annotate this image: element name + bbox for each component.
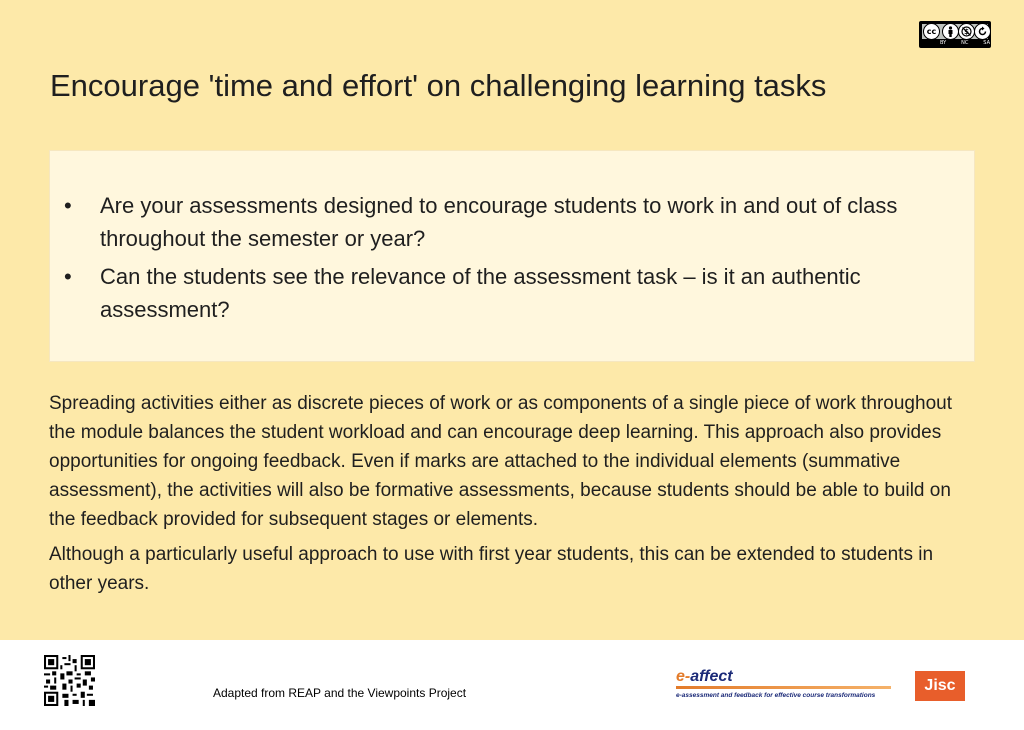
e-affect-prefix: e-: [676, 668, 691, 685]
e-affect-tagline: e-assessment and feedback for effective course transformations: [676, 692, 876, 699]
qr-code-icon[interactable]: [44, 655, 95, 706]
e-affect-suffix: affect: [690, 668, 733, 685]
jisc-logo[interactable]: Jisc: [915, 671, 965, 701]
e-affect-logo[interactable]: [676, 668, 896, 704]
svg-text:$: $: [964, 28, 969, 36]
attribution-text: Adapted from REAP and the Viewpoints Project: [213, 686, 467, 700]
slide-title: Encourage 'time and effort' on challenging learning tasks: [50, 68, 827, 103]
non-commercial-icon: [958, 23, 975, 40]
share-alike-icon: [974, 23, 991, 40]
license-label-nc: NC: [961, 40, 969, 46]
question-text: Can the students see the relevance of the assessment task – is it an authentic assessment?: [100, 264, 861, 322]
question-list: [50, 189, 974, 331]
creative-commons-by-nc-sa-icon[interactable]: [919, 21, 991, 48]
bullet-icon: •: [64, 193, 72, 218]
list-item: [50, 189, 974, 255]
e-affect-underline: [676, 686, 891, 689]
license-label-by: BY: [940, 40, 947, 46]
e-affect-name: [676, 668, 733, 686]
cc-icon: cc: [923, 23, 940, 40]
body-paragraph: Spreading activities either as discrete pieces of work or as components of a single piece of work throughout the module balances the student workload and can encourage deep learning. This approach also provides opportunities for ongoing feedback. Even if marks are attached to the individual elements (summative assessment), the activities will also be formative assessments, because students should be able to build on the feedback provided for subsequent stages or elements.: [49, 393, 952, 530]
question-text: Are your assessments designed to encourage students to work in and out of class throughout the semester or year?: [100, 193, 898, 251]
question-box: [49, 150, 975, 362]
license-labels: [940, 40, 990, 46]
body-paragraph: Although a particularly useful approach to use with first year students, this can be extended to students in other years.: [49, 544, 934, 594]
body-text: [49, 389, 979, 604]
attribution-icon: [942, 23, 959, 40]
bullet-icon: •: [64, 264, 72, 289]
list-item: [50, 260, 974, 326]
license-label-sa: SA: [983, 40, 990, 46]
